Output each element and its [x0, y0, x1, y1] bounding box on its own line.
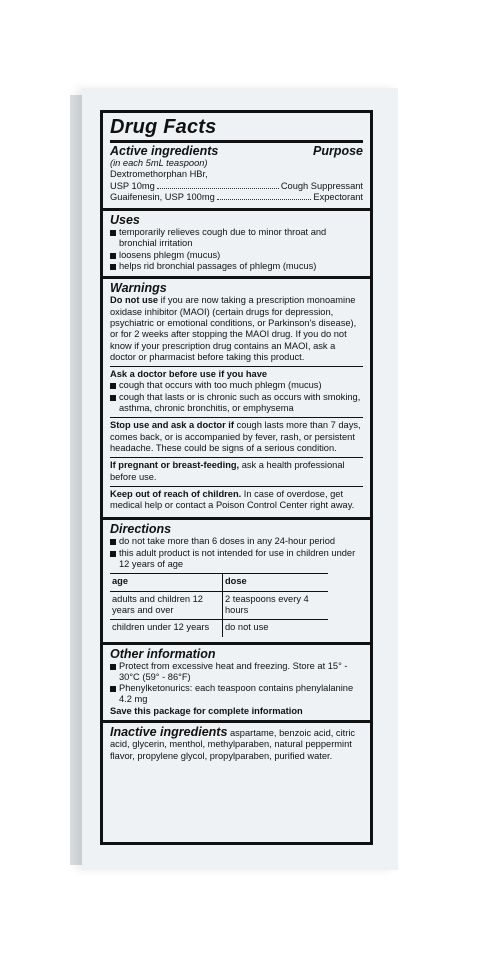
dose-cell: do not use — [223, 620, 329, 637]
age-header: age — [110, 574, 223, 591]
uses-item: helps rid bronchial passages of phlegm (mucus) — [110, 261, 363, 272]
dose-cell: 2 teaspoons every 4 hours — [223, 591, 329, 620]
active-line-2 — [110, 181, 363, 192]
warnings-heading: Warnings — [110, 281, 167, 296]
ask-doctor-heading: Ask a doctor before use if you have — [110, 369, 268, 380]
inactive-ingredients-section — [103, 720, 370, 765]
pregnancy-warning — [110, 457, 363, 483]
directions-section — [103, 517, 370, 641]
active-line-1: Dextromethorphan HBr, — [110, 169, 208, 180]
ingredient-purpose: Cough Suppressant — [280, 180, 363, 191]
ask-doctor-item: cough that occurs with too much phlegm (mucus) — [110, 380, 363, 391]
drug-facts-title: Drug Facts — [110, 116, 217, 138]
purpose-heading: Purpose — [312, 144, 363, 158]
other-info-item: Protect from excessive heat and freezing. Store at 15° - 30°C (59° - 86°F) — [110, 661, 363, 684]
dosage-table — [110, 573, 328, 636]
age-cell: adults and children 12 years and over — [110, 591, 223, 620]
directions-item: do not take more than 6 doses in any 24-hour period — [110, 536, 363, 547]
inactive-ingredients-text: aspartame, benzoic acid, citric acid, glycerin, menthol, methylparaben, natural peppermint flavor, propylene glycol, propylparaben, purified water. — [110, 727, 356, 761]
uses-heading: Uses — [110, 213, 140, 228]
dose-header: dose — [223, 574, 329, 591]
table-row — [110, 620, 328, 637]
pregnancy-text: ask a health professional before use. — [110, 460, 345, 482]
stop-use-label: Stop use and ask a doctor if — [110, 420, 234, 431]
save-package-note: Save this package for complete information — [110, 705, 303, 716]
keep-out-text: In case of overdose, get medical help or contact a Poison Control Center right away. — [110, 488, 355, 511]
ingredient-strength: USP 10mg — [110, 180, 155, 191]
stop-use-warning — [110, 417, 363, 454]
directions-heading: Directions — [110, 522, 172, 537]
keep-out-label: Keep out of reach of children. — [110, 488, 242, 499]
ingredient-purpose: Expectorant — [313, 191, 363, 202]
ask-doctor-item: cough that lasts or is chronic such as occurs with smoking, asthma, chronic bronchitis, or emphysema — [110, 392, 363, 415]
active-ingredients-heading: Active ingredients — [110, 144, 219, 158]
inactive-ingredients-heading: Inactive ingredients — [110, 724, 228, 739]
warnings-section — [103, 276, 370, 517]
other-info-item: Phenylketonurics: each teaspoon contains phenylalanine 4.2 mg — [110, 683, 363, 706]
age-cell: children under 12 years — [110, 620, 223, 637]
keep-out-warning — [110, 486, 363, 515]
stop-use-text: cough lasts more than 7 days, comes back, or is accompanied by fever, rash, or persistent headache. These could be signs of a serious condition. — [110, 420, 361, 453]
pregnancy-label: If pregnant or breast-feeding, — [110, 460, 240, 471]
ingredient-name: Guaifenesin, USP 100mg — [110, 191, 215, 202]
inactive-ingredients — [110, 725, 363, 762]
do-not-use-label: Do not use — [110, 295, 159, 306]
uses-item: loosens phlegm (mucus) — [110, 250, 363, 261]
active-ingredients-section — [103, 113, 370, 208]
drug-facts-panel — [100, 110, 373, 845]
directions-item: this adult product is not intended for use in children under 12 years of age — [110, 548, 363, 571]
other-information-heading: Other information — [110, 646, 216, 661]
other-information-section — [103, 642, 370, 720]
active-line-3 — [110, 192, 363, 203]
maoi-warning — [110, 295, 363, 363]
uses-section — [103, 208, 370, 276]
active-note: (in each 5mL teaspoon) — [110, 158, 208, 168]
table-row — [110, 591, 328, 620]
uses-item: temporarily relieves cough due to minor throat and bronchial irritation — [110, 227, 363, 250]
maoi-text: if you are now taking a prescription monoamine oxidase inhibitor (MAOI) (certain drugs for depression, psychiatric or emotional conditions, or Parkinson's disease), or for 2 weeks after stopping the MAOI drug. If you do not know if your prescription drug contains an MAOI, ask a doctor or pharmacist before taking this product. — [110, 295, 357, 362]
